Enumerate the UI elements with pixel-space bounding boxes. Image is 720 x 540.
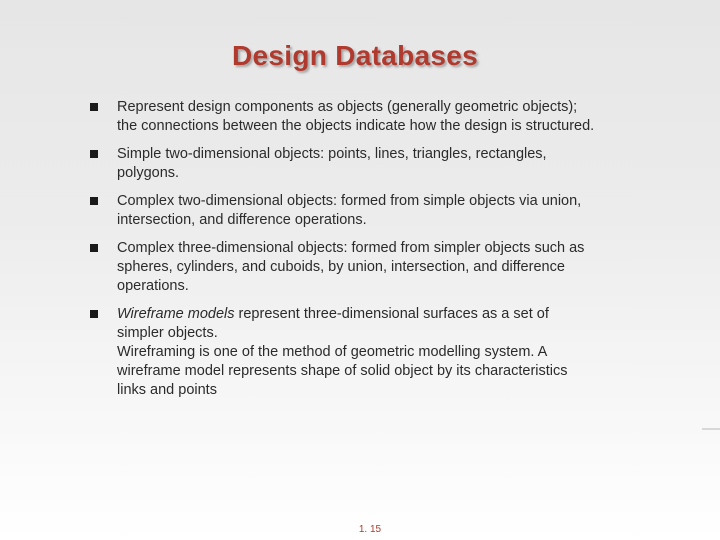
square-bullet-icon — [90, 150, 98, 158]
bullet-item — [90, 305, 660, 400]
bullet-list — [90, 98, 660, 409]
bullet-first-line — [117, 305, 660, 324]
bullet-line: links and points — [117, 382, 217, 398]
bullet-line: spheres, cylinders, and cuboids, by union, intersection, and difference — [117, 259, 565, 275]
page-number: 1. 15 — [358, 524, 382, 535]
bullet-line: Wireframing is one of the method of geometric modelling system. A — [117, 344, 548, 360]
bullet-line: Represent design components as objects (generally geometric objects); — [117, 99, 578, 115]
bullet-line: operations. — [117, 278, 189, 294]
slide-title: Design Databases — [231, 40, 478, 71]
bullet-line: the connections between the objects indicate how the design is structured. — [117, 118, 595, 134]
square-bullet-icon — [90, 244, 98, 252]
edge-mark — [702, 428, 720, 430]
bullet-line: Complex two-dimensional objects: formed from simple objects via union, — [117, 193, 582, 209]
bullet-line: Simple two-dimensional objects: points, lines, triangles, rectangles, — [117, 146, 547, 162]
bullet-item — [90, 145, 660, 183]
bullet-line-rest: represent three-dimensional surfaces as a set of — [234, 306, 549, 322]
bullet-line: simpler objects. — [117, 325, 218, 341]
bullet-item — [90, 192, 660, 230]
square-bullet-icon — [90, 310, 98, 318]
bullet-line: polygons. — [117, 165, 180, 181]
bullet-line: intersection, and difference operations. — [117, 212, 367, 228]
bullet-item — [90, 98, 660, 136]
bullet-item — [90, 239, 660, 296]
bullet-line: Complex three-dimensional objects: formed from simpler objects such as — [117, 240, 585, 256]
bullet-line: wireframe model represents shape of solid object by its characteristics — [117, 363, 568, 379]
square-bullet-icon — [90, 197, 98, 205]
square-bullet-icon — [90, 103, 98, 111]
emphasis-term: Wireframe models — [117, 306, 235, 322]
